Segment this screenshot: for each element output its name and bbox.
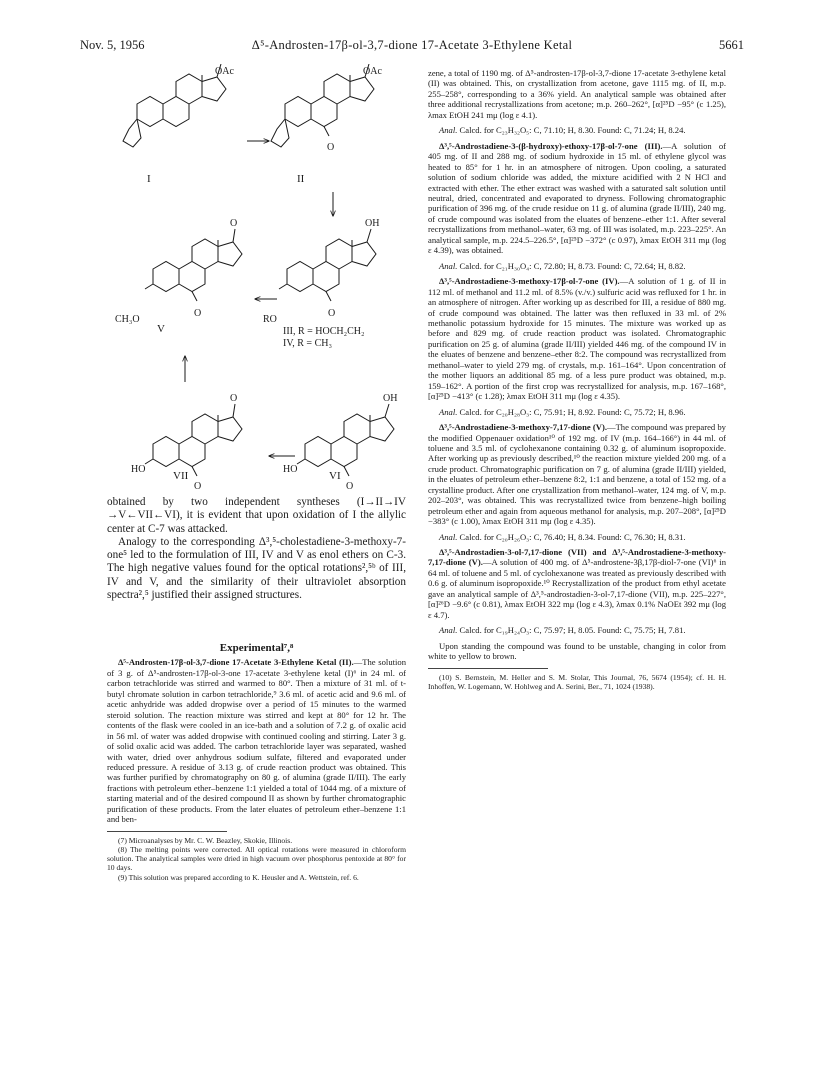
o7-label-iii: O	[328, 308, 336, 319]
anal-label: Anal.	[439, 625, 458, 636]
compound-IV-title: Δ³,⁵-Androstadiene-3-methoxy-17β-ol-7-one (IV).	[439, 276, 620, 287]
compound-label-I: I	[147, 173, 151, 185]
header-date: Nov. 5, 1956	[80, 38, 145, 52]
analysis-II	[428, 125, 726, 135]
paragraph-IV	[428, 276, 726, 401]
compound-I-structure	[123, 64, 226, 147]
ho-label-vii: HO	[131, 464, 146, 475]
compound-II-structure	[271, 64, 374, 147]
ro-label: RO	[263, 314, 277, 325]
page-number: 5661	[719, 38, 744, 52]
compound-VI-structure	[297, 404, 394, 476]
analysis-VII	[428, 625, 726, 635]
compound-V-structure	[145, 229, 242, 301]
compound-label-VII: VII	[173, 470, 189, 482]
anal-label: Anal.	[439, 406, 458, 417]
footnote-7: (7) Microanalyses by Mr. C. W. Beazley, Skokie, Illinois.	[118, 835, 293, 845]
anal-label: Anal.	[439, 531, 458, 542]
compound-label-II: II	[297, 173, 305, 185]
o-17-label-vii: O	[230, 393, 238, 404]
analysis-III	[428, 261, 726, 271]
footnote-10: (10) S. Bernstein, M. Heller and S. M. Stolar, This Journal, 76, 5674 (1954); cf. H. H. Inhoffen, W. Logemann, W. Hohlweg and A. Serini, Ber., 71, 1024 (1938).	[428, 672, 726, 691]
anal-values: Calcd. for C₂₀H₂₆O₃: C, 76.40; H, 8.34. Found: C, 76.30; H, 8.31.	[459, 531, 686, 542]
left-column-experimental	[107, 638, 406, 882]
paragraph-VII	[428, 547, 726, 620]
experimental-heading: Experimental⁷,⁸	[219, 642, 294, 654]
compound-V-title: Δ³,⁵-Androstadiene-3-methoxy-7,17-dione (V).	[439, 422, 607, 433]
o7-label-vi: O	[346, 481, 354, 492]
r-definition-III: III, R = HOCH₂CH₂	[283, 326, 365, 337]
footnote-separator	[107, 831, 227, 832]
anal-values: Calcd. for C₂₁H₃₀O₄: C, 72.80; H, 8.73. Found: C, 72.64; H, 8.82.	[459, 260, 686, 271]
anal-values: Calcd. for C₂₀H₂₈O₃: C, 75.91; H, 8.92. Found: C, 75.72; H, 8.96.	[459, 406, 686, 417]
footnote-8: (8) The melting points were corrected. All optical rotations were measured in chloroform solution. The analytical samples were dried in high vacuum over phosphorus pentoxide at 80° for 10 days.	[107, 844, 406, 873]
left-column-top-text	[107, 496, 406, 602]
running-header	[80, 38, 744, 58]
oac-label-1: OAc	[215, 66, 234, 77]
compound-VII-title: Δ³,⁵-Androstadien-3-ol-7,17-dione (VII) and Δ³,⁵-Androstadiene-3-methoxy-7,17-dione (V).	[428, 547, 726, 568]
analysis-V	[428, 532, 726, 542]
paragraph-III	[428, 141, 726, 256]
footnotes-right	[428, 673, 726, 691]
closing-paragraph: Upon standing the compound was found to be unstable, changing in color from white to yellow to brown.	[428, 640, 726, 662]
compound-II-title: Δ⁵-Androsten-17β-ol-3,7-dione 17-Acetate 3-Ethylene Ketal (II).	[118, 657, 354, 668]
r-definition-IV: IV, R = CH₃	[283, 338, 332, 349]
paragraph-syntheses: obtained by two independent syntheses (I→II→IV →V←VII←VI), it is evident that upon oxidation of I the allylic center at C-7 was attacked.	[107, 496, 406, 535]
oac-label-2: OAc	[363, 66, 382, 77]
compound-IV-body: —A solution of 1 g. of II in 112 ml. of methanol and 11.2 ml. of 8.5% (v./v.) sulfuric acid was refluxed for 1 hr. in an atmosphere of nitrogen. After working up as described for III, a residue of 880 mg. of crude compound was obtained. The latter was then refluxed in 33 ml. of 2% methanolic potassium hydroxide for 15 minutes. The mixture was worked up as before and 829 mg. of crude reaction product was isolated. Chromatographic purification on 25 g. of alumina (grade II/III) yielded 446 mg. of the compound IV in the eluates of benzene and benzene–ether 8:2. The compound was recrystallized from methanol–water to yield 279 mg. of crystals, m.p. 161–164°. Upon concentration of the mother liquors an additional 85 mg. of a less pure product was obtained, m.p. 159–162°. A portion of the first crop was recrystallized for analysis, m.p. 167–168°, [α]²⁵D −413° (c 1.28); λmax EtOH 311 mμ (log ε 4.35).	[428, 276, 727, 402]
right-column	[428, 68, 726, 691]
anal-values: Calcd. for C₁₉H₂₄O₃: C, 75.97; H, 8.05. Found: C, 75.75; H, 7.81.	[459, 625, 686, 636]
compound-III-body: —A solution of 405 mg. of II and 288 mg. of sodium hydroxide in 15 ml. of ethylene glycol was heated to 85° for 1 hr. in an atmosphere of nitrogen. Upon cooling, a saturated solution of sodium chloride was added, the mixture acidified with 2 N HCl and extracted with ether. The ether extract was washed with a saturated salt solution until neutral, dried, concentrated and evaporated to dryness. Following chromatographic purification of 396 mg. of the crude residue on 11 g. of alumina (grade II/III), 240 mg. of crude compound was isolated from the eluates of benzene–ether 1:1. After several recrystallizations from methanol–water, 63 mg. of III was isolated, m.p. 223–225°. An analytical sample, m.p. 224.5–226.5°, [α]²⁵D −372° (c 0.97), λmax EtOH 311 mμ (log ε 4.39), was obtained.	[428, 140, 727, 256]
o-17-label-v: O	[230, 218, 238, 229]
header-title: Δ⁵-Androsten-17β-ol-3,7-dione 17-Acetate 3-Ethylene Ketal	[251, 38, 573, 52]
ho-label-vi: HO	[283, 464, 298, 475]
ch3o-label: CH₃O	[115, 314, 140, 325]
compound-III-title: Δ³,⁵-Androstadiene-3-(β-hydroxy)-ethoxy-17β-ol-7-one (III).	[439, 140, 663, 151]
paragraph-analogy: Analogy to the corresponding Δ³,⁵-cholestadiene-3-methoxy-7-one⁵ led to the formulation of III, IV and V as enol ethers on C-3. The high negative values found for the optical rotations²,⁵ᵇ of III, IV and V, and the similarity of their ultraviolet absorption spectra²,⁵ justified their assigned structures.	[107, 535, 406, 602]
anal-label: Anal.	[439, 260, 458, 271]
compound-label-V: V	[157, 323, 165, 335]
compound-V-body: —The compound was prepared by the modified Oppenauer oxidation¹⁰ of 192 mg. of IV (m.p. 164–166°) in 44 ml. of toluene and 3.5 ml. of cyclohexanone containing 0.32 g. of aluminum isopropoxide. After working up as previously described,¹⁰ the reaction mixture yielded 200 mg. of a crude product. Chromatographic purification on 7 g. of alumina (grade II/III) yielded, in the eluates of petroleum ether–benzene 8:2, 1:1 and benzene, a total of 152 mg. of a crystalline product. After one crystallization from methanol–water, 124 mg. of V, m.p. 202–203°, was obtained. This was recrystallized twice from benzene–high boiling petroleum ether and again from aqueous methanol for analysis, m.p. 207–208°, [α]²⁵D −383° (c 1.00), λmax EtOH 311 mμ (log ε 4.35).	[428, 422, 726, 527]
experimental-paragraph	[107, 657, 406, 824]
footnotes-left	[107, 836, 406, 882]
reaction-scheme	[107, 64, 407, 494]
footnote-9: (9) This solution was prepared according to K. Heusler and A. Wettstein, ref. 6.	[118, 872, 359, 882]
o7-label-vii: O	[194, 481, 202, 492]
paragraph-V	[428, 422, 726, 527]
o7-label-ii: O	[327, 142, 335, 153]
compound-VII-body: —A solution of 400 mg. of Δ⁵-androstene-3β,17β-diol-7-one (VI)⁶ in 64 ml. of toluene and 5 ml. of cyclohexanone was treated as previously described with 0.6 g. of aluminum isopropoxide.¹⁰ Recrystallization of the product from ethyl acetate gave an analytical sample of Δ³,⁵-androstadien-3-ol-7,17-dione (VII), m.p. 225–227°, [α]²⁶D −9.6° (c 0.81), λmax EtOH 322 mμ (log ε 4.3), λmax 0.1% NaOEt 392 mμ (log ε 4.7).	[428, 557, 726, 620]
paragraph-II-continued: zene, a total of 1190 mg. of Δ⁵-androsten-17β-ol-3,7-dione 17-acetate 3-ethylene ketal (II) was obtained. This, on crystallization from acetone, gave 1115 mg. of II, m.p. 255–258°, corresponding to a 36% yield. An analytical sample was obtained after three additional recrystallizations from acetone; m.p. 260–262°, [α]²⁵D −95° (c 1.25), λmax EtOH 241 mμ (log ε 4.1).	[428, 68, 726, 120]
anal-values: Calcd. for C₂₃H₃₂O₅: C, 71.10; H, 8.30. Found: C, 71.24; H, 8.24.	[459, 125, 686, 136]
anal-label: Anal.	[439, 125, 458, 136]
oh-label-1: OH	[365, 218, 380, 229]
analysis-IV	[428, 407, 726, 417]
compound-II-body: —The solution of 3 g. of Δ⁵-androsten-17β-ol-3-one 17-acetate 3-ethylene ketal (I)⁶ in 24 ml. of carbon tetrachloride was stirred and warmed to 80°. Then a mixture of 31 ml. of t-butyl chromate solution in carbon tetrachloride,⁹ 3.6 ml. of acetic acid and 9.6 ml. of acetic anhydride was added dropwise over a period of 15 minutes to the warmed steroid solution. The reaction mixture was stirred and kept at 80° for 12 hr. The contents of the flask were cooled in an ice-bath and a solution of 7.2 g. of oxalic acid in 56 ml. of water was added dropwise with continued cooling and stirring. Later 3 g. of solid oxalic acid was added. The carbon tetrachloride layer was separated, washed with water, dried over anhydrous sodium sulfate, filtered and evaporated under reduced pressure. A residue of 3.13 g. of crude reaction product was obtained. This was further purified by chromatography on 80 g. of alumina (grade II/III). The early fractions with petroleum ether–benzene 1:1 yielded a total of 1044 mg. of a mixture of starting material and of the desired compound II as shown by further chromatographic purification of these products. From the later eluates of petroleum ether–benzene 1:1 and ben-	[107, 657, 406, 825]
compound-III-IV-structure	[279, 229, 376, 301]
footnote-separator-right	[428, 668, 548, 669]
o7-label-v: O	[194, 308, 202, 319]
oh-label-2: OH	[383, 393, 398, 404]
compound-VII-structure	[145, 404, 242, 476]
compound-label-VI: VI	[329, 470, 341, 482]
